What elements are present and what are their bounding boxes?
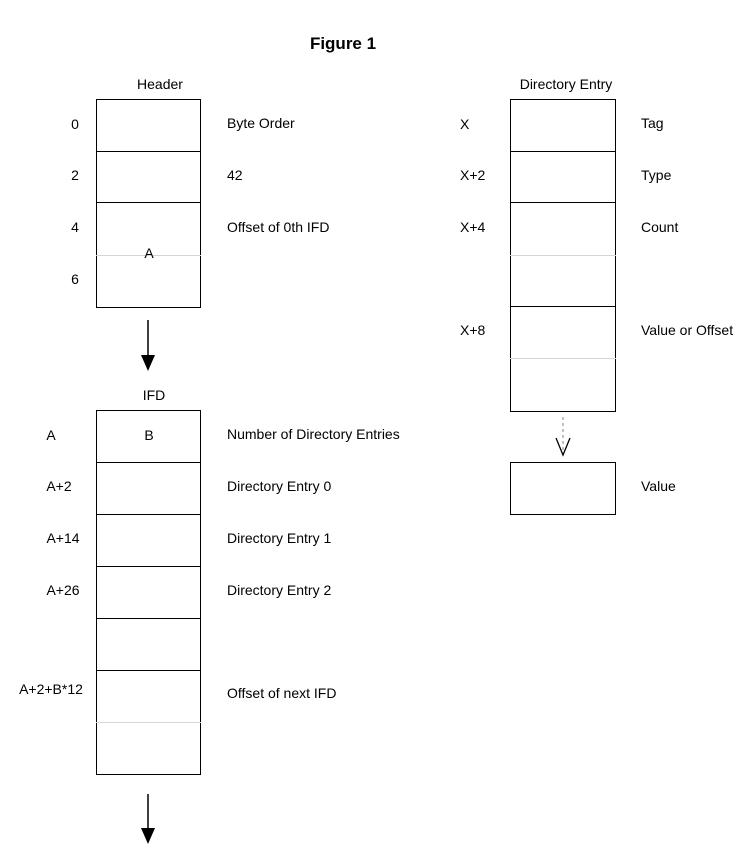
directory-entry-offset-x: X — [460, 116, 470, 132]
directory-entry-label-count: Count — [641, 219, 679, 235]
ifd-offset-a-plus-2: A+2 — [46, 478, 72, 494]
ifd-label-entry-0: Directory Entry 0 — [227, 478, 332, 494]
header-offset-6: 6 — [71, 271, 79, 287]
directory-entry-label-tag: Tag — [641, 115, 664, 131]
directory-entry-label-type: Type — [641, 167, 672, 183]
ifd-offset-a-plus-26: A+26 — [46, 582, 80, 598]
directory-entry-block-title: Directory Entry — [519, 76, 613, 92]
header-label-byte-order: Byte Order — [227, 115, 295, 131]
ifd-label-entry-2: Directory Entry 2 — [227, 582, 332, 598]
header-offset-4: 4 — [71, 219, 79, 235]
header-offset-0: 0 — [71, 116, 79, 132]
header-block-title: Header — [137, 76, 183, 92]
directory-entry-offset-x-plus-2: X+2 — [460, 167, 486, 183]
header-label-42: 42 — [227, 167, 243, 183]
ifd-label-offset-next-ifd: Offset of next IFD — [227, 685, 337, 701]
directory-entry-label-value-or-offset: Value or Offset — [641, 322, 734, 338]
ifd-offset-next-ifd: A+2+B*12 — [19, 681, 83, 697]
header-label-offset-0th-ifd: Offset of 0th IFD — [227, 219, 330, 235]
ifd-entry-count-cell-text: B — [144, 427, 154, 443]
ifd-label-number-of-entries: Number of Directory Entries — [227, 426, 400, 442]
directory-entry-offset-x-plus-8: X+8 — [460, 322, 486, 338]
figure-title: Figure 1 — [309, 34, 377, 53]
ifd-block-title: IFD — [142, 387, 166, 403]
header-offset-cell-text: A — [144, 245, 154, 261]
header-offset-2: 2 — [71, 167, 79, 183]
directory-entry-offset-x-plus-4: X+4 — [460, 219, 486, 235]
header-to-ifd-arrow — [141, 320, 155, 371]
ifd-offset-a: A — [46, 427, 56, 443]
value-label: Value — [641, 478, 676, 494]
next-ifd-arrow — [141, 794, 155, 844]
value-offset-dashed-arrow — [556, 417, 570, 455]
ifd-offset-a-plus-14: A+14 — [46, 530, 80, 546]
ifd-label-entry-1: Directory Entry 1 — [227, 530, 332, 546]
